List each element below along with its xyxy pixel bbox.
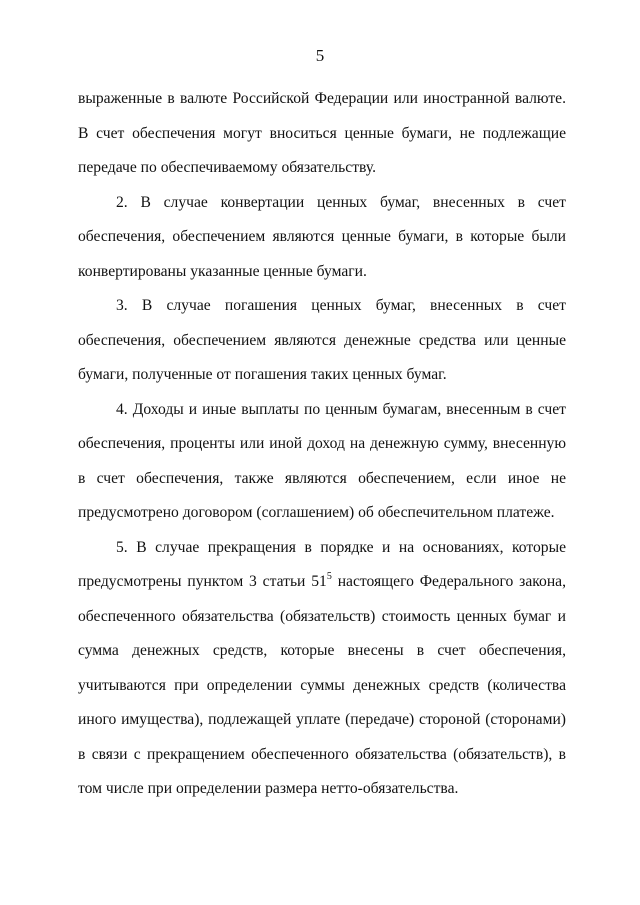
article-superscript: 5 (326, 571, 332, 582)
paragraph-item-5 (78, 531, 566, 807)
paragraph-item-4: 4. Доходы и иные выплаты по ценным бумагам, внесенным в счет обеспечения, проценты или иной доход на денежную сумму, внесенную в счет обеспечения, также являются обеспечением, если иное не предусмотрено договором (соглашением) об обеспечительном платеже. (78, 400, 566, 521)
paragraph-item-5-text-after: настоящего Федерального закона, обеспеченного обязательства (обязательств) стоимость ценных бумаг и сумма денежных средств, которые внесены в счет обеспечения, учитываются при определении суммы денежных средств (количества иного имущества), подлежащей уплате (передаче) стороной (сторонами) в связи с прекращением обеспеченного обязательства (обязательств), в том числе при определении размера нетто-обязательства. (78, 573, 566, 797)
document-body (78, 82, 566, 807)
paragraph-item-2: 2. В случае конвертации ценных бумаг, внесенных в счет обеспечения, обеспечением являются ценные бумаги, в которые были конвертированы указанные ценные бумаги. (78, 193, 566, 280)
page-number: 5 (315, 46, 325, 65)
paragraph-continuation: выраженные в валюте Российской Федерации или иностранной валюте. В счет обеспечения могут вноситься ценные бумаги, не подлежащие передаче по обеспечиваемому обязательству. (78, 90, 566, 176)
paragraph-item-5-text-before: 5. В случае прекращения в порядке и на основаниях, которые предусмотрены пунктом 3 статьи 51 (78, 538, 566, 590)
paragraph-item-3: 3. В случае погашения ценных бумаг, внесенных в счет обеспечения, обеспечением являются денежные средства или ценные бумаги, полученные от погашения таких ценных бумаг. (78, 297, 566, 383)
